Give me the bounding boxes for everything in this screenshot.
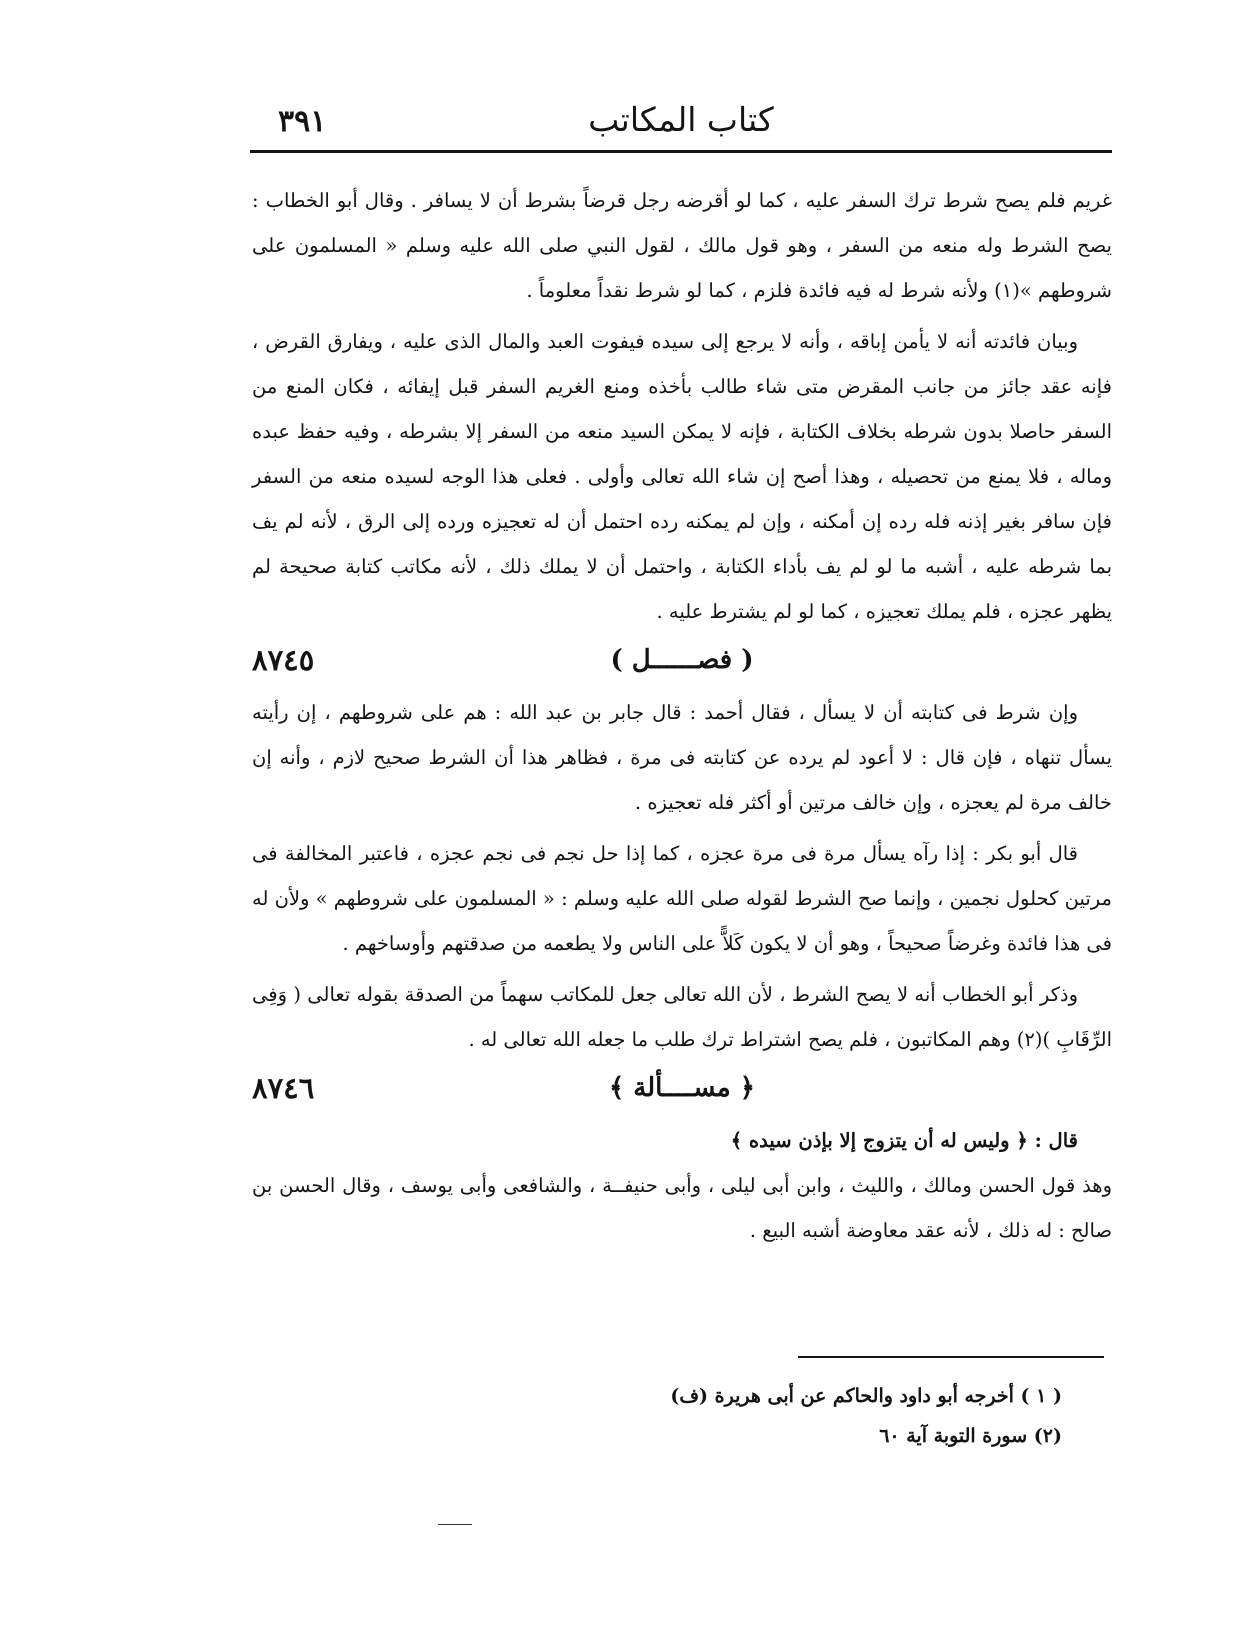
paragraph: غريم فلم يصح شرط ترك السفر عليه ، كما لو أقرضه رجل قرضاً بشرط أن لا يسافر . وقال أبو الخطاب : يصح الشرط وله منعه من السفر ، وهو قول مالك ، لقول النبي صلى الله عليه وسلم « المسلمون على شروطهم »(١) ولأنه شرط له فيه فائدة فلزم ، كما لو شرط نقداً معلوماً . <box>252 189 1112 302</box>
footnote-divider <box>798 1356 1104 1358</box>
section-number: ٨٧٤٥ <box>252 643 315 677</box>
page-number: ٣٩١ <box>278 104 327 139</box>
section-title: ﴿ مســــألة ﴾ <box>609 1073 755 1103</box>
paragraph: قال أبو بكر : إذا رآه يسأل مرة فى مرة عجزه ، كما إذا حل نجم فى نجم عجزه ، فاعتبر المخالفة فى مرتين كحلول نجمين ، وإنما صح الشرط لقوله صلى الله عليه وسلم : « المسلمون على شروطهم » ولأن له فى هذا فائدة وغرضاً صحيحاً ، وهو أن لا يكون كَلاًّ على الناس ولا يطعمه من صدقتهم وأوساخهم . <box>252 842 1112 955</box>
paragraph: وإن شرط فى كتابته أن لا يسأل ، فقال أحمد : قال جابر بن عبد الله : هم على شروطهم ، إن رأيته يسأل تنهاه ، فإن قال : لا أعود لم يرده عن كتابته فى مرة ، فظاهر هذا أن الشرط صحيح لازم ، وأنه إن خالف مرة لم يعجزه ، وإن خالف مرتين أو أكثر فله تعجيزه . <box>252 701 1112 814</box>
header-divider <box>250 150 1112 153</box>
paragraph: وذكر أبو الخطاب أنه لا يصح الشرط ، لأن الله تعالى جعل للمكاتب سهماً من الصدقة بقوله تعالى ( وَفِى الرِّقَابِ )(٢) وهم المكاتبون ، فلم يصح اشتراط ترك طلب ما جعله الله تعالى له . <box>252 983 1112 1051</box>
footnote: ( ١ ) أخرجه أبو داود والحاكم عن أبى هريرة (ف) <box>670 1385 1062 1407</box>
paragraph: وبيان فائدته أنه لا يأمن إباقه ، وأنه لا يرجع إلى سيده فيفوت العبد والمال الذى عليه ، ويفارق القرض ، فإنه عقد جائز من جانب المقرض متى شاء طالب بأخذه ومنع الغريم السفر قبل إيفائه ، فكان المنع من السفر حاصلا بدون شرطه بخلاف الكتابة ، فإنه لا يمكن السيد منعه من السفر إلا بشرطه ، وفيه حفظ عبده وماله ، فلا يمنع من تحصيله ، وهذا أصح إن شاء الله تعالى وأولى . فعلى هذا الوجه لسيده منعه من السفر فإن سافر بغير إذنه فله رده إن أمكنه ، وإن لم يمكنه رده احتمل أن له تعجيزه ورده إلى الرق ، لأنه لم يف بما شرطه عليه ، أشبه ما لو لم يف بأداء الكتابة ، واحتمل أن لا يملك ذلك ، لأنه مكاتب كتابة صحيحة لم يظهر عجزه ، فلم يملك تعجيزه ، كما لو لم يشترط عليه . <box>252 330 1112 623</box>
section-title: ( فصــــــل ) <box>610 645 754 675</box>
chapter-title: كتاب المكاتب <box>588 100 774 139</box>
section-heading-fasl <box>252 634 1112 690</box>
footnotes <box>620 1376 1062 1456</box>
page-bottom-mark <box>438 1524 472 1525</box>
page-header <box>250 98 1112 148</box>
paragraph: وهذ قول الحسن ومالك ، والليث ، وابن أبى ليلى ، وأبى حنيفــة ، والشافعى وأبى يوسف ، وقال الحسن بن صالح : له ذلك ، لأنه عقد معاوضة أشبه البيع . <box>252 1174 1112 1242</box>
footnote: (٢) سورة التوبة آية ٦٠ <box>879 1425 1062 1447</box>
section-number: ٨٧٤٦ <box>252 1071 315 1105</box>
section-heading-masala <box>252 1062 1112 1118</box>
main-text <box>252 178 1112 1253</box>
masala-quote: قال : ﴿ وليس له أن يتزوج إلا بإذن سيده ﴾ <box>730 1129 1078 1152</box>
